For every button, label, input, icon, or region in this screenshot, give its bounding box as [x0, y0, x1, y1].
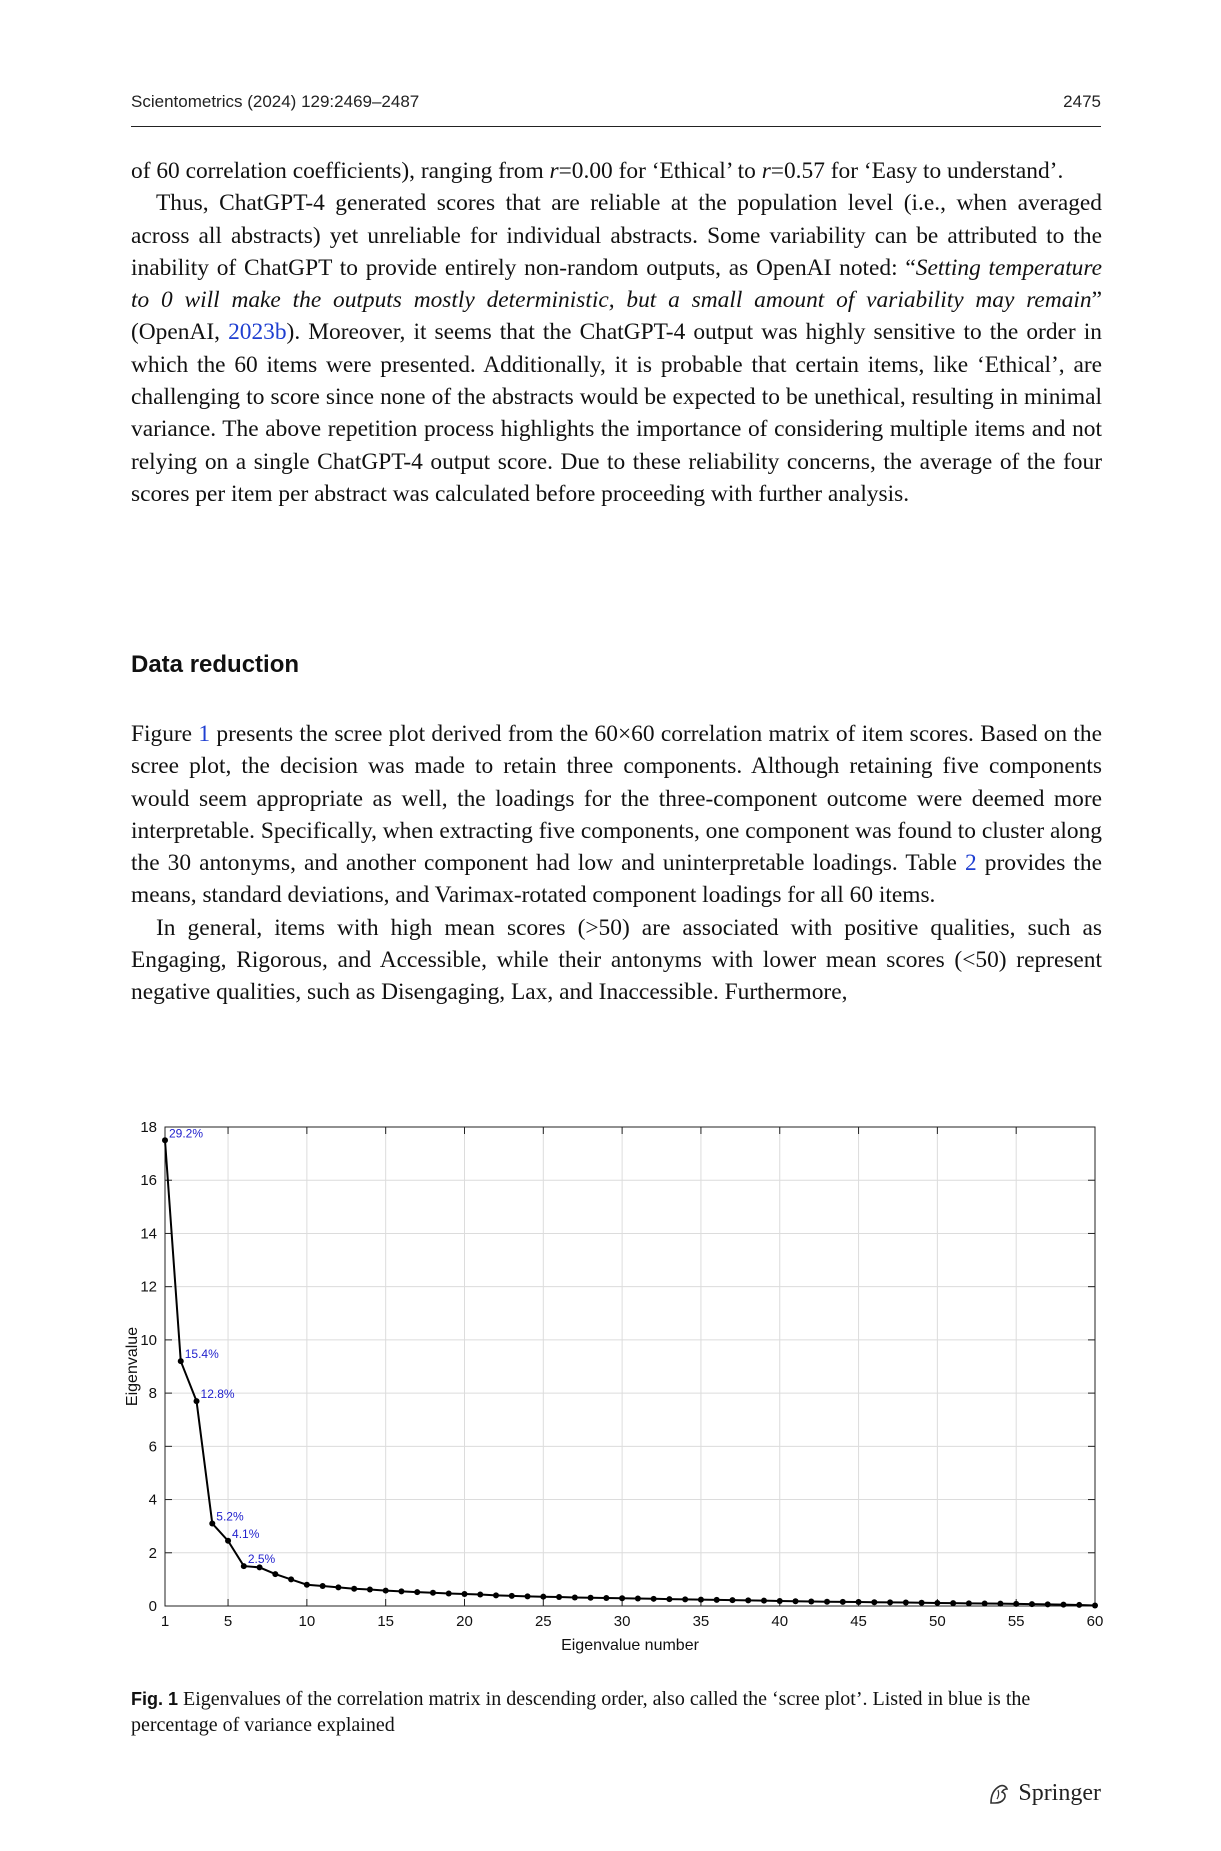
x-tick-label: 50	[929, 1613, 946, 1630]
page-number: 2475	[1063, 92, 1101, 111]
y-tick-label: 16	[140, 1172, 157, 1190]
eigenvalue-point	[619, 1595, 625, 1601]
eigenvalue-point	[556, 1594, 562, 1600]
eigenvalue-point	[714, 1597, 720, 1603]
y-tick-label: 0	[148, 1598, 157, 1615]
x-tick-label: 20	[456, 1613, 473, 1630]
springer-horse-icon	[986, 1781, 1012, 1807]
table-link[interactable]: 2	[965, 850, 977, 877]
y-axis-label: Eigenvalue	[124, 1326, 141, 1407]
publisher-logo	[986, 1780, 1101, 1807]
eigenvalue-point	[1092, 1602, 1098, 1608]
text-run: provides the means, standard deviations, and Varimax-rotated component loadings for all 60 items.	[131, 850, 1102, 909]
eigenvalue-point	[383, 1588, 389, 1594]
variance-label: 29.2%	[169, 1126, 204, 1141]
variance-label: 15.4%	[184, 1347, 219, 1362]
y-tick-label: 10	[140, 1331, 157, 1349]
x-tick-label: 10	[298, 1613, 316, 1630]
x-tick-label: 40	[771, 1613, 789, 1630]
text-run: Figure	[131, 721, 199, 747]
variance-label: 5.2%	[216, 1509, 244, 1524]
eigenvalue-point	[871, 1599, 877, 1605]
text-run: Thus, ChatGPT-4 generated scores that are reliable at the population level (i.e., when averaged across all abstracts) yet unreliable for individual abstracts. Some variability can be attributed to the inability of ChatGPT to provide entirely non-random outputs, as OpenAI noted: “	[131, 190, 1102, 281]
eigenvalue-point	[588, 1595, 594, 1601]
x-tick-label: 55	[1007, 1613, 1025, 1630]
eigenvalue-point	[903, 1600, 909, 1606]
scree-plot-chart	[124, 1100, 1104, 1660]
eigenvalue-point	[1045, 1601, 1051, 1607]
eigenvalue-point	[777, 1598, 783, 1604]
eigenvalue-point	[934, 1600, 940, 1606]
x-tick-label: 60	[1086, 1613, 1104, 1630]
paragraph-scree-plot	[131, 718, 1102, 912]
text-run: =0.00 for ‘Ethical’ to	[558, 158, 762, 184]
eigenvalue-point	[1029, 1601, 1035, 1607]
citation-link-openai[interactable]: 2023b	[228, 319, 287, 346]
eigenvalue-point	[509, 1593, 515, 1599]
variable-r: r	[761, 158, 771, 184]
eigenvalue-point	[1060, 1602, 1066, 1608]
eigenvalue-point	[856, 1599, 862, 1605]
y-tick-label: 2	[148, 1544, 157, 1562]
publisher-name: Springer	[1018, 1780, 1101, 1806]
eigenvalue-point	[209, 1521, 215, 1527]
paragraph-correlation-range	[131, 155, 1102, 187]
eigenvalue-point	[477, 1592, 483, 1598]
y-tick-label: 18	[140, 1119, 157, 1136]
eigenvalue-point	[919, 1600, 925, 1606]
y-tick-label: 4	[148, 1491, 157, 1509]
eigenvalue-point	[304, 1582, 310, 1588]
eigenvalue-point	[320, 1583, 326, 1589]
eigenvalue-point	[398, 1588, 404, 1594]
paragraph-reliability	[131, 187, 1102, 510]
eigenvalue-point	[430, 1590, 436, 1596]
caption-text: Eigenvalues of the correlation matrix in descending order, also called the ‘scree plot’. Listed in blue is the percentage of variance explained	[131, 1688, 1031, 1736]
eigenvalue-point	[351, 1586, 357, 1592]
eigenvalue-point	[414, 1589, 420, 1595]
variance-label: 4.1%	[232, 1526, 260, 1541]
eigenvalue-point	[572, 1594, 578, 1600]
y-tick-label: 12	[140, 1278, 157, 1296]
x-tick-label: 1	[160, 1613, 170, 1630]
eigenvalue-point	[808, 1598, 814, 1604]
eigenvalue-point	[194, 1398, 200, 1404]
variance-label: 12.8%	[200, 1387, 235, 1402]
paragraph-mean-scores: In general, items with high mean scores (>50) are associated with positive qualities, such as Engaging, Rigorous, and Accessible, while their antonyms with lower mean scores (<50) represent negative qualities, such as Disengaging, Lax, and Inaccessible. Furthermore,	[131, 914, 1102, 1006]
eigenvalue-point	[272, 1571, 278, 1577]
eigenvalue-point	[651, 1596, 657, 1602]
running-header	[131, 92, 1101, 127]
eigenvalue-point	[682, 1596, 688, 1602]
eigenvalue-point	[461, 1591, 467, 1597]
eigenvalue-point	[793, 1598, 799, 1604]
figure-link[interactable]: 1	[198, 721, 211, 747]
text-run: presents the scree plot derived from the 60×60 correlation matrix of item scores. Based on the scree plot, the decision was made to retain three components. Although retaining five components would seem appropriate as well, the loadings for the three-component outcome were deemed more interpretable. Specifically, when extracting five components, one component was found to cluster along the 30 antonyms, and another component had low and uninterpretable loadings. Table	[131, 721, 1103, 877]
figure-caption	[131, 1686, 1102, 1738]
eigenvalue-point	[335, 1584, 341, 1590]
eigenvalue-point	[824, 1599, 830, 1605]
x-tick-label: 5	[223, 1613, 233, 1630]
journal-citation: Scientometrics (2024) 129:2469–2487	[131, 92, 420, 111]
eigenvalue-point	[178, 1358, 184, 1364]
eigenvalue-point	[288, 1576, 294, 1582]
x-tick-label: 15	[377, 1613, 395, 1630]
y-tick-label: 14	[140, 1225, 157, 1243]
eigenvalue-point	[367, 1587, 373, 1593]
section-heading: Data reduction	[131, 651, 300, 678]
eigenvalue-point	[745, 1597, 751, 1603]
eigenvalue-point	[1013, 1601, 1019, 1607]
x-tick-label: 30	[613, 1613, 631, 1630]
eigenvalue-line	[165, 1140, 1095, 1605]
plot-frame	[165, 1127, 1095, 1606]
scree-plot-figure	[124, 1100, 1104, 1660]
openai-quote: Setting temperature to 0 will make the outputs mostly deterministic, but a small amount of variability may remain	[131, 254, 1102, 314]
x-tick-label: 35	[692, 1613, 710, 1630]
eigenvalue-point	[540, 1594, 546, 1600]
text-run: ). Moreover, it seems that the ChatGPT-4 output was highly sensitive to the order in which the 60 items were presented. Additionally, it is probable that certain items, like ‘Ethical’, are challenging to score since none of the abstracts would be expected to be unethical, resulting in minimal variance. The above repetition process highlights the importance of considering multiple items and not relying on a single ChatGPT-4 output score. Due to these reliability concerns, the average of the four scores per item per abstract was calculated before proceeding with further analysis.	[131, 319, 1102, 507]
eigenvalue-point	[603, 1595, 609, 1601]
x-axis-label: Eigenvalue number	[561, 1637, 699, 1654]
eigenvalue-point	[729, 1597, 735, 1603]
eigenvalue-point	[225, 1538, 231, 1544]
eigenvalue-point	[446, 1590, 452, 1596]
eigenvalue-point	[761, 1598, 767, 1604]
eigenvalue-point	[241, 1563, 247, 1569]
text-run: of 60 correlation coefficients), ranging from	[131, 158, 550, 184]
variance-label: 2.5%	[247, 1552, 276, 1567]
caption-label: Fig. 1	[131, 1689, 179, 1709]
body-text-data-reduction	[131, 718, 1102, 1009]
eigenvalue-point	[950, 1600, 956, 1606]
eigenvalue-point	[635, 1596, 641, 1602]
eigenvalue-point	[887, 1599, 893, 1605]
eigenvalue-point	[698, 1597, 704, 1603]
eigenvalue-point	[493, 1592, 499, 1598]
x-tick-label: 45	[850, 1613, 867, 1630]
eigenvalue-point	[982, 1600, 988, 1606]
variable-r: r	[549, 158, 559, 184]
eigenvalue-point	[525, 1593, 531, 1599]
eigenvalue-point	[1076, 1602, 1082, 1608]
text-run: ” (OpenAI,	[131, 287, 1102, 346]
eigenvalue-point	[666, 1596, 672, 1602]
text-run: =0.57 for ‘Easy to understand’.	[770, 158, 1064, 184]
eigenvalue-point	[966, 1600, 972, 1606]
x-tick-label: 25	[534, 1613, 552, 1630]
y-tick-label: 6	[148, 1438, 157, 1456]
eigenvalue-point	[840, 1599, 846, 1605]
y-tick-label: 8	[148, 1385, 157, 1403]
eigenvalue-point	[162, 1137, 168, 1143]
body-text-top	[131, 155, 1102, 510]
eigenvalue-point	[997, 1601, 1003, 1607]
